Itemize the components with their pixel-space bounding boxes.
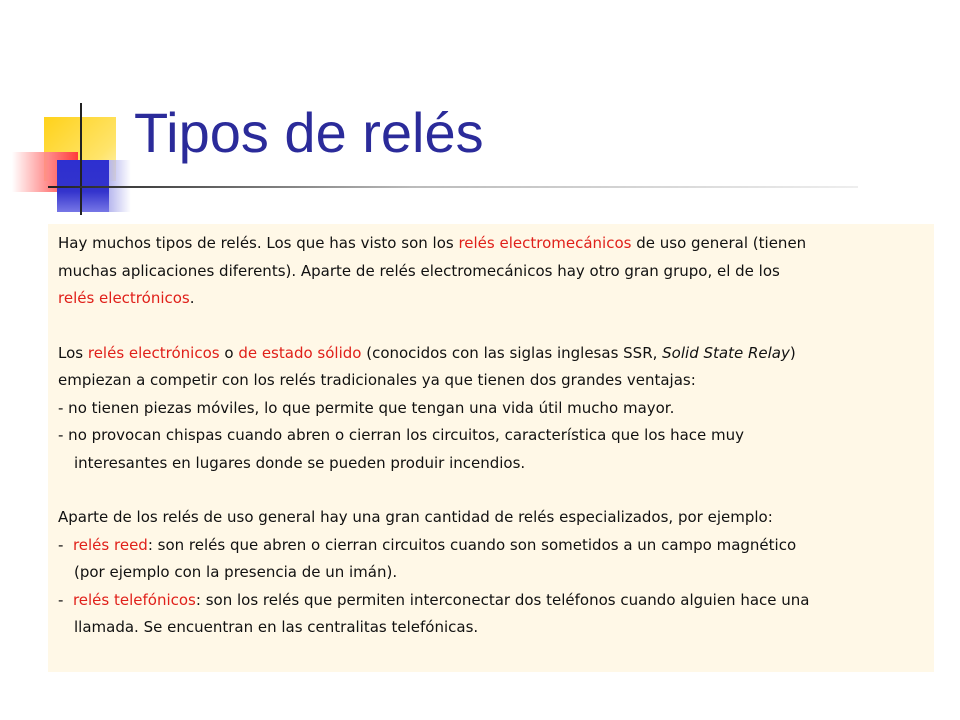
paragraph-2-line-2: empiezan a competir con los relés tradicionales ya que tienen dos grandes ventajas: <box>58 371 696 389</box>
highlight-reles-electromecanicos: relés electromecánicos <box>458 234 632 252</box>
content-panel <box>48 224 934 672</box>
bullet-reles-telefonicos <box>58 587 920 615</box>
bullet-dash: - <box>58 590 73 609</box>
bullet-no-piezas-moviles: - no tienen piezas móviles, lo que permite que tengan una vida útil mucho mayor. <box>58 398 675 417</box>
highlight-reles-reed: relés reed <box>72 535 148 554</box>
paragraph-2-line-1 <box>58 340 920 368</box>
text: . <box>189 289 195 307</box>
bullet-dash: - <box>58 535 73 554</box>
text: o <box>219 343 239 362</box>
highlight-reles-electronicos: relés electrónicos <box>58 289 190 307</box>
title-underline <box>48 186 858 188</box>
text: : son los relés que permiten interconectar dos teléfonos cuando alguien hace una <box>195 590 810 609</box>
paragraph-1-line-2: muchas aplicaciones diferents). Aparte de relés electromecánicos hay otro gran grupo, el de los <box>58 261 780 280</box>
highlight-reles-electronicos-2: relés electrónicos <box>87 343 220 362</box>
italic-solid-state-relay: Solid State Relay <box>662 343 790 362</box>
bullet-reles-reed <box>58 532 920 560</box>
bullet-no-chispas: - no provocan chispas cuando abren o cierran los circuitos, característica que los hace muy <box>58 426 745 444</box>
bullet-reles-reed-cont: (por ejemplo con la presencia de un imán). <box>74 563 398 581</box>
text: : son relés que abren o cierran circuitos cuando son sometidos a un campo magnético <box>147 535 797 554</box>
bullet-no-chispas-cont: interesantes en lugares donde se pueden produir incendios. <box>74 453 526 472</box>
highlight-estado-solido: de estado sólido <box>238 343 362 362</box>
paragraph-3-intro: Aparte de los relés de uso general hay una gran cantidad de relés especializados, por ejemplo: <box>58 508 773 526</box>
paragraph-1-line-1 <box>58 230 920 258</box>
paragraph-1-line-3 <box>58 285 920 313</box>
bullet-reles-telefonicos-cont: llamada. Se encuentran en las centralitas telefónicas. <box>74 618 479 636</box>
text: de uso general (tienen <box>631 234 807 252</box>
highlight-reles-telefonicos: relés telefónicos <box>72 590 196 609</box>
spacer <box>58 477 920 504</box>
decor-vertical-line <box>80 103 82 215</box>
slide-title: Tipos de relés <box>134 101 484 164</box>
spacer <box>58 313 920 340</box>
text: ) <box>789 343 796 362</box>
text: Los <box>58 343 88 362</box>
text: Hay muchos tipos de relés. Los que has visto son los <box>58 234 459 252</box>
text: (conocidos con las siglas inglesas SSR, <box>361 343 663 362</box>
